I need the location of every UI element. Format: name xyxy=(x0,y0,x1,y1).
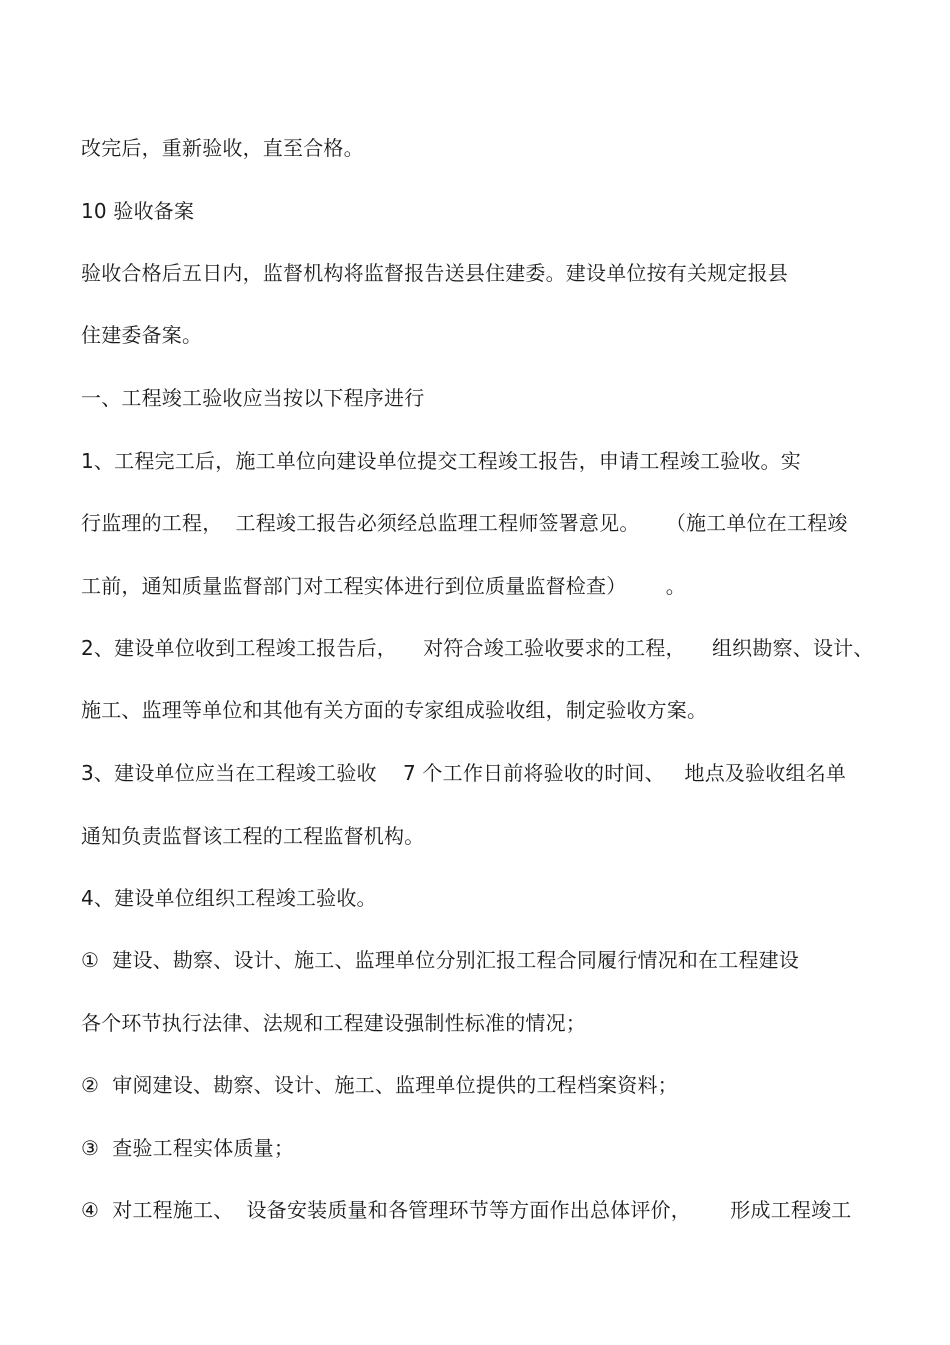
section-heading: 10 验收备案 xyxy=(81,199,195,223)
section-heading: 一、工程竣工验收应当按以下程序进行 xyxy=(81,386,425,410)
list-item: ① 建设、勘察、设计、施工、监理单位分别汇报工程合同履行情况和在工程建设 xyxy=(81,948,800,972)
text-line: 行监理的工程， 工程竣工报告必须经总监理工程师签署意见。 （施工单位在工程竣 xyxy=(81,511,848,535)
text-line: 各个环节执行法律、法规和工程建设强制性标准的情况； xyxy=(81,1011,586,1035)
text-line: 住建委备案。 xyxy=(81,323,203,347)
text-line: 施工、监理等单位和其他有关方面的专家组成验收组，制定验收方案。 xyxy=(81,698,708,722)
list-item: ② 审阅建设、勘察、设计、施工、监理单位提供的工程档案资料； xyxy=(81,1073,678,1097)
text-line: 4、建设单位组织工程竣工验收。 xyxy=(81,886,377,910)
text-line: 3、建设单位应当在工程竣工验收 7 个工作日前将验收的时间、 地点及验收组名单 xyxy=(81,761,847,785)
text-line: 验收合格后五日内，监督机构将监督报告送县住建委。建设单位按有关规定报县 xyxy=(81,261,788,285)
list-item: ③ 查验工程实体质量； xyxy=(81,1136,295,1160)
text-line: 通知负责监督该工程的工程监督机构。 xyxy=(81,824,425,848)
text-line: 1、工程完工后，施工单位向建设单位提交工程竣工报告，申请工程竣工验收。实 xyxy=(81,449,801,473)
text-line: 2、建设单位收到工程竣工报告后， 对符合竣工验收要求的工程， 组织勘察、设计、 xyxy=(81,636,874,660)
text-line: 改完后，重新验收，直至合格。 xyxy=(81,136,364,160)
list-item: ④ 对工程施工、 设备安装质量和各管理环节等方面作出总体评价， 形成工程竣工 xyxy=(81,1198,852,1222)
text-line: 工前，通知质量监督部门对工程实体进行到位质量监督检查） 。 xyxy=(81,574,686,598)
